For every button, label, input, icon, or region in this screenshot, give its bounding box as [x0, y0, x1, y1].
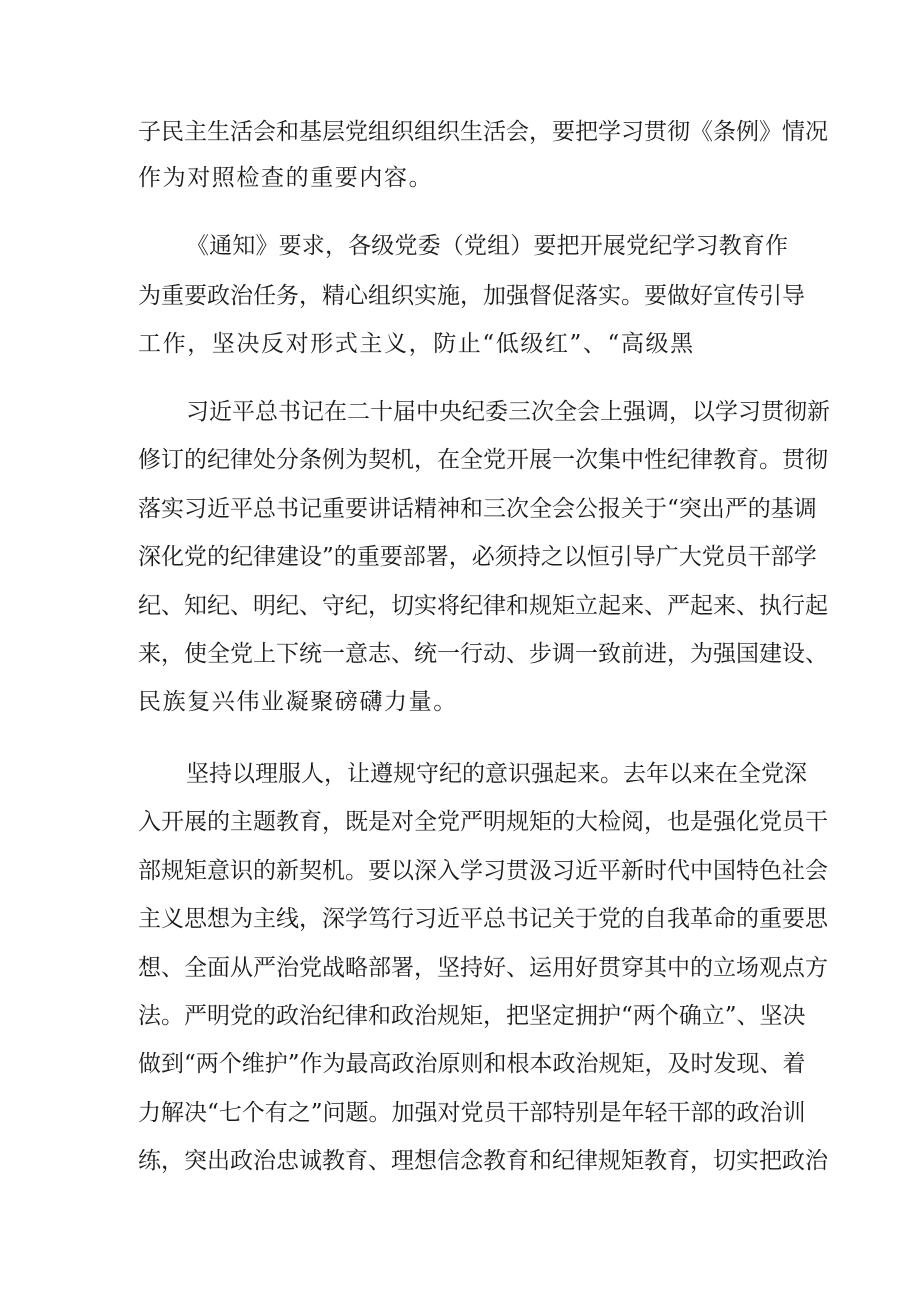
paragraph-4-line-3: 部规矩意识的新契机。要以深入学习贯汲习近平新时代中国特色社会 [138, 858, 828, 884]
paragraph-4-line-4: 主义思想为主线，深学笃行习近平总书记关于党的自我革命的重要思 [138, 906, 828, 932]
paragraph-3-line-4: 深化党的纪律建设”的重要部署，必须持之以恒引导广大党员干部学 [138, 544, 817, 570]
paragraph-1-line-1: 子民主生活会和基层党组织组织生活会，要把学习贯彻《条例》情况 [138, 119, 828, 145]
paragraph-4-line-1: 坚持以理服人，让遵规守纪的意识强起来。去年以来在全党深 [186, 761, 807, 787]
paragraph-3-line-2: 修订的纪律处分条例为契机，在全党开展一次集中性纪律教育。贯彻 [138, 447, 828, 473]
paragraph-3-line-3: 落实习近平总书记重要讲话精神和三次全会公报关于“突出严的基调 [138, 496, 817, 522]
paragraph-4-line-5: 想、全面从严治党战略部署，坚持好、运用好贯穿其中的立场观点方 [138, 955, 828, 981]
paragraph-2-line-1: 《通知》要求，各级党委（党组）要把开展党纪学习教育作 [186, 233, 788, 259]
paragraph-2-line-2: 为重要政治任务，精心组织实施，加强督促落实。要做好宣传引导 [138, 283, 805, 309]
paragraph-3-line-1: 习近平总书记在二十届中央纪委三次全会上强调，以学习贯彻新 [186, 399, 830, 425]
paragraph-3-line-7: 民族复兴伟业凝聚磅礴力量。 [138, 689, 458, 715]
paragraph-1-line-2: 作为对照检查的重要内容。 [138, 165, 434, 191]
paragraph-4-line-6: 法。严明党的政治纪律和政治规矩，把坚定拥护“两个确立”、坚决 [138, 1003, 806, 1029]
paragraph-4-line-9: 练，突出政治忠诚教育、理想信念教育和纪律规矩教育，切实把政治 [138, 1148, 828, 1174]
paragraph-4-line-8: 力解决“七个有之”问题。加强对党员干部特别是年轻干部的政治训 [138, 1100, 806, 1126]
paragraph-2-line-3: 工作，坚决反对形式主义，防止“低级红”、“高级黑 [138, 331, 695, 357]
paragraph-4-line-7: 做到“两个维护”作为最高政治原则和根本政治规矩，及时发现、着 [138, 1051, 806, 1077]
paragraph-4-line-2: 入开展的主题教育，既是对全党严明规矩的大检阅，也是强化党员干 [138, 809, 828, 835]
paragraph-3-line-5: 纪、知纪、明纪、守纪，切实将纪律和规矩立起来、严起来、执行起 [138, 593, 828, 619]
paragraph-3-line-6: 来，使全党上下统一意志、统一行动、步调一致前进，为强国建设、 [138, 641, 828, 667]
